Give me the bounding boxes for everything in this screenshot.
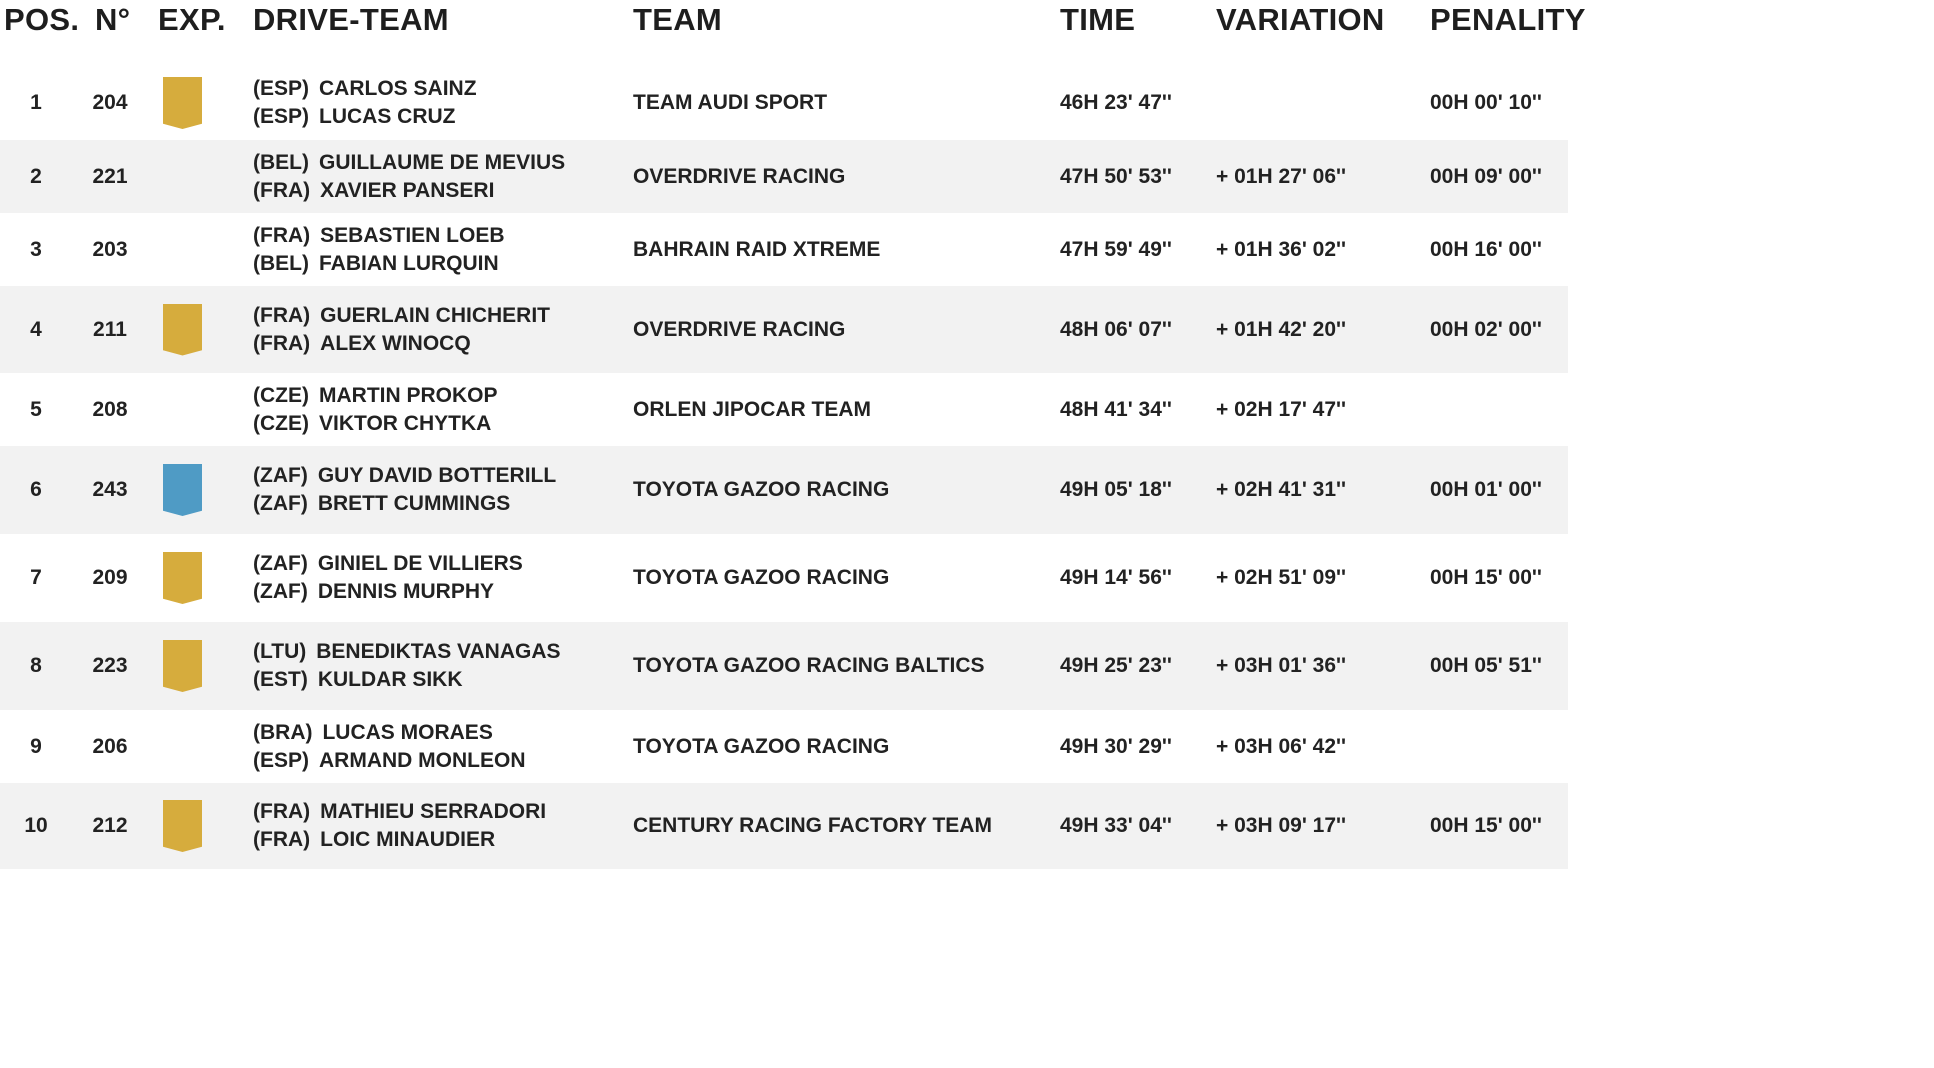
- position: 6: [30, 478, 42, 501]
- table-header: [0, 0, 1586, 66]
- driver[interactable]: [253, 550, 523, 578]
- car-number: 208: [92, 397, 128, 421]
- header-pos: POS.: [4, 2, 80, 37]
- driver-name: MATHIEU SERRADORI: [320, 800, 547, 823]
- car-number: 204: [92, 91, 128, 114]
- header-team: TEAM: [633, 2, 723, 37]
- driver-nationality: (ZAF): [253, 552, 308, 575]
- table-row[interactable]: [0, 710, 1568, 783]
- codriver-name: LOIC MINAUDIER: [320, 828, 496, 851]
- driver-nationality: (ZAF): [253, 464, 308, 487]
- penalty: 00H 15' 00'': [1430, 814, 1542, 837]
- header-exp: EXP.: [158, 2, 226, 37]
- table-row[interactable]: [0, 446, 1568, 534]
- header-penalty: PENALITY: [1430, 2, 1586, 37]
- driver[interactable]: [253, 75, 477, 103]
- codriver[interactable]: [253, 250, 505, 278]
- position: 1: [30, 91, 42, 114]
- table-row[interactable]: [0, 213, 1568, 286]
- codriver-name: FABIAN LURQUIN: [319, 251, 499, 275]
- total-time: 49H 05' 18'': [1060, 478, 1172, 501]
- codriver-name: BRETT CUMMINGS: [317, 492, 511, 515]
- driver-name: BENEDIKTAS VANAGAS: [316, 640, 561, 663]
- total-time: 48H 41' 34'': [1060, 397, 1172, 421]
- table-body: [0, 66, 1568, 869]
- drive-team: [253, 719, 526, 775]
- total-time: 47H 50' 53'': [1060, 164, 1172, 188]
- car-number: 206: [92, 734, 128, 758]
- total-time: 49H 14' 56'': [1060, 566, 1172, 589]
- car-number: 243: [92, 478, 128, 501]
- position: 2: [30, 164, 42, 188]
- driver-nationality: (FRA): [253, 800, 311, 823]
- driver-nationality: (BEL): [253, 150, 309, 174]
- drive-team: [253, 462, 556, 518]
- drive-team: [253, 798, 546, 854]
- time-variation: + 01H 42' 20'': [1216, 317, 1346, 341]
- driver[interactable]: [253, 149, 565, 177]
- time-variation: + 01H 36' 02'': [1216, 237, 1346, 261]
- car-number: 221: [92, 164, 128, 188]
- time-variation: + 02H 17' 47'': [1216, 397, 1346, 421]
- codriver-name: LUCAS CRUZ: [319, 105, 456, 128]
- table-row[interactable]: [0, 140, 1568, 213]
- experience-badge-icon: [163, 800, 202, 852]
- codriver-name: XAVIER PANSERI: [320, 178, 495, 202]
- codriver[interactable]: [253, 410, 498, 438]
- codriver-nationality: (FRA): [253, 331, 311, 355]
- driver-name: MARTIN PROKOP: [319, 383, 498, 407]
- total-time: 49H 25' 23'': [1060, 654, 1172, 677]
- codriver[interactable]: [253, 103, 477, 131]
- codriver[interactable]: [253, 747, 526, 775]
- car-number: 211: [93, 317, 127, 341]
- team-name[interactable]: TOYOTA GAZOO RACING: [633, 478, 890, 501]
- drive-team: [253, 302, 550, 358]
- codriver[interactable]: [253, 490, 556, 518]
- driver[interactable]: [253, 462, 556, 490]
- total-time: 49H 33' 04'': [1060, 814, 1172, 837]
- team-name[interactable]: BAHRAIN RAID XTREME: [633, 237, 881, 261]
- codriver-name: KULDAR SIKK: [317, 668, 463, 691]
- experience-badge-icon: [163, 77, 202, 129]
- penalty: 00H 09' 00'': [1430, 164, 1542, 188]
- header-number: N°: [95, 2, 131, 37]
- team-name[interactable]: TEAM AUDI SPORT: [633, 91, 828, 114]
- driver-nationality: (BRA): [253, 720, 313, 744]
- codriver-nationality: (BEL): [253, 251, 309, 275]
- codriver-nationality: (ZAF): [253, 492, 308, 515]
- table-row[interactable]: [0, 783, 1568, 869]
- codriver[interactable]: [253, 578, 523, 606]
- total-time: 46H 23' 47'': [1060, 91, 1172, 114]
- table-row[interactable]: [0, 373, 1568, 446]
- position: 10: [24, 814, 48, 837]
- team-name[interactable]: TOYOTA GAZOO RACING: [633, 734, 890, 758]
- car-number: 203: [92, 237, 128, 261]
- penalty: 00H 15' 00'': [1430, 566, 1542, 589]
- total-time: 49H 30' 29'': [1060, 734, 1172, 758]
- driver[interactable]: [253, 719, 526, 747]
- codriver-name: DENNIS MURPHY: [317, 580, 494, 603]
- time-variation: + 02H 51' 09'': [1216, 566, 1346, 589]
- car-number: 209: [92, 566, 128, 589]
- penalty: 00H 16' 00'': [1430, 237, 1542, 261]
- table-row[interactable]: [0, 622, 1568, 710]
- drive-team: [253, 550, 523, 606]
- penalty: 00H 01' 00'': [1430, 478, 1542, 501]
- driver[interactable]: [253, 222, 505, 250]
- header-drive-team: DRIVE-TEAM: [253, 2, 449, 37]
- driver-nationality: (LTU): [253, 640, 307, 663]
- experience-badge-icon: [163, 640, 202, 692]
- codriver-nationality: (ZAF): [253, 580, 308, 603]
- driver-nationality: (CZE): [253, 383, 309, 407]
- driver[interactable]: [253, 302, 550, 330]
- driver-name: GINIEL DE VILLIERS: [317, 552, 523, 575]
- total-time: 48H 06' 07'': [1060, 317, 1172, 341]
- table-row[interactable]: [0, 286, 1568, 373]
- position: 7: [30, 566, 42, 589]
- table-row[interactable]: [0, 66, 1568, 140]
- driver-nationality: (FRA): [253, 223, 311, 247]
- total-time: 47H 59' 49'': [1060, 237, 1172, 261]
- codriver-nationality: (ESP): [253, 748, 310, 772]
- codriver[interactable]: [253, 177, 565, 205]
- header-time: TIME: [1060, 2, 1136, 37]
- driver-name: SEBASTIEN LOEB: [320, 223, 505, 247]
- driver-name: GUERLAIN CHICHERIT: [320, 303, 550, 327]
- position: 9: [30, 734, 42, 758]
- driver[interactable]: [253, 382, 498, 410]
- driver[interactable]: [253, 798, 546, 826]
- driver-name: CARLOS SAINZ: [319, 77, 477, 100]
- position: 3: [30, 237, 42, 261]
- time-variation: + 01H 27' 06'': [1216, 164, 1346, 188]
- team-name[interactable]: ORLEN JIPOCAR TEAM: [633, 397, 872, 421]
- driver-name: GUY DAVID BOTTERILL: [317, 464, 557, 487]
- position: 8: [30, 654, 42, 677]
- penalty: 00H 05' 51'': [1430, 654, 1542, 677]
- time-variation: + 03H 01' 36'': [1216, 654, 1346, 677]
- codriver-name: ALEX WINOCQ: [320, 331, 471, 355]
- penalty: 00H 02' 00'': [1430, 317, 1542, 341]
- codriver[interactable]: [253, 330, 550, 358]
- codriver-nationality: (FRA): [253, 828, 311, 851]
- drive-team: [253, 382, 498, 438]
- driver-name: LUCAS MORAES: [322, 720, 493, 744]
- time-variation: + 03H 09' 17'': [1216, 814, 1346, 837]
- position: 4: [30, 317, 42, 341]
- driver-nationality: (ESP): [253, 77, 310, 100]
- drive-team: [253, 75, 477, 131]
- team-name[interactable]: TOYOTA GAZOO RACING BALTICS: [633, 654, 985, 677]
- team-name[interactable]: OVERDRIVE RACING: [633, 317, 846, 341]
- car-number: 223: [92, 654, 128, 677]
- car-number: 212: [92, 814, 128, 837]
- experience-badge-icon: [163, 552, 202, 604]
- header-variation: VARIATION: [1216, 2, 1385, 37]
- driver-name: GUILLAUME DE MEVIUS: [319, 150, 566, 174]
- codriver-nationality: (CZE): [253, 411, 309, 435]
- drive-team: [253, 222, 505, 278]
- driver[interactable]: [253, 638, 561, 666]
- time-variation: + 03H 06' 42'': [1216, 734, 1346, 758]
- drive-team: [253, 638, 561, 694]
- codriver-nationality: (EST): [253, 668, 308, 691]
- experience-badge-icon: [163, 464, 202, 516]
- driver-nationality: (FRA): [253, 303, 311, 327]
- position: 5: [30, 397, 42, 421]
- drive-team: [253, 149, 565, 205]
- table-row[interactable]: [0, 534, 1568, 622]
- experience-badge-icon: [163, 304, 202, 356]
- codriver[interactable]: [253, 666, 561, 694]
- codriver-name: VIKTOR CHYTKA: [319, 411, 492, 435]
- penalty: 00H 00' 10'': [1430, 91, 1542, 114]
- team-name[interactable]: TOYOTA GAZOO RACING: [633, 566, 890, 589]
- team-name[interactable]: OVERDRIVE RACING: [633, 164, 846, 188]
- time-variation: + 02H 41' 31'': [1216, 478, 1346, 501]
- codriver[interactable]: [253, 826, 546, 854]
- codriver-nationality: (ESP): [253, 105, 310, 128]
- team-name[interactable]: CENTURY RACING FACTORY TEAM: [633, 814, 992, 837]
- codriver-name: ARMAND MONLEON: [319, 748, 526, 772]
- codriver-nationality: (FRA): [253, 178, 311, 202]
